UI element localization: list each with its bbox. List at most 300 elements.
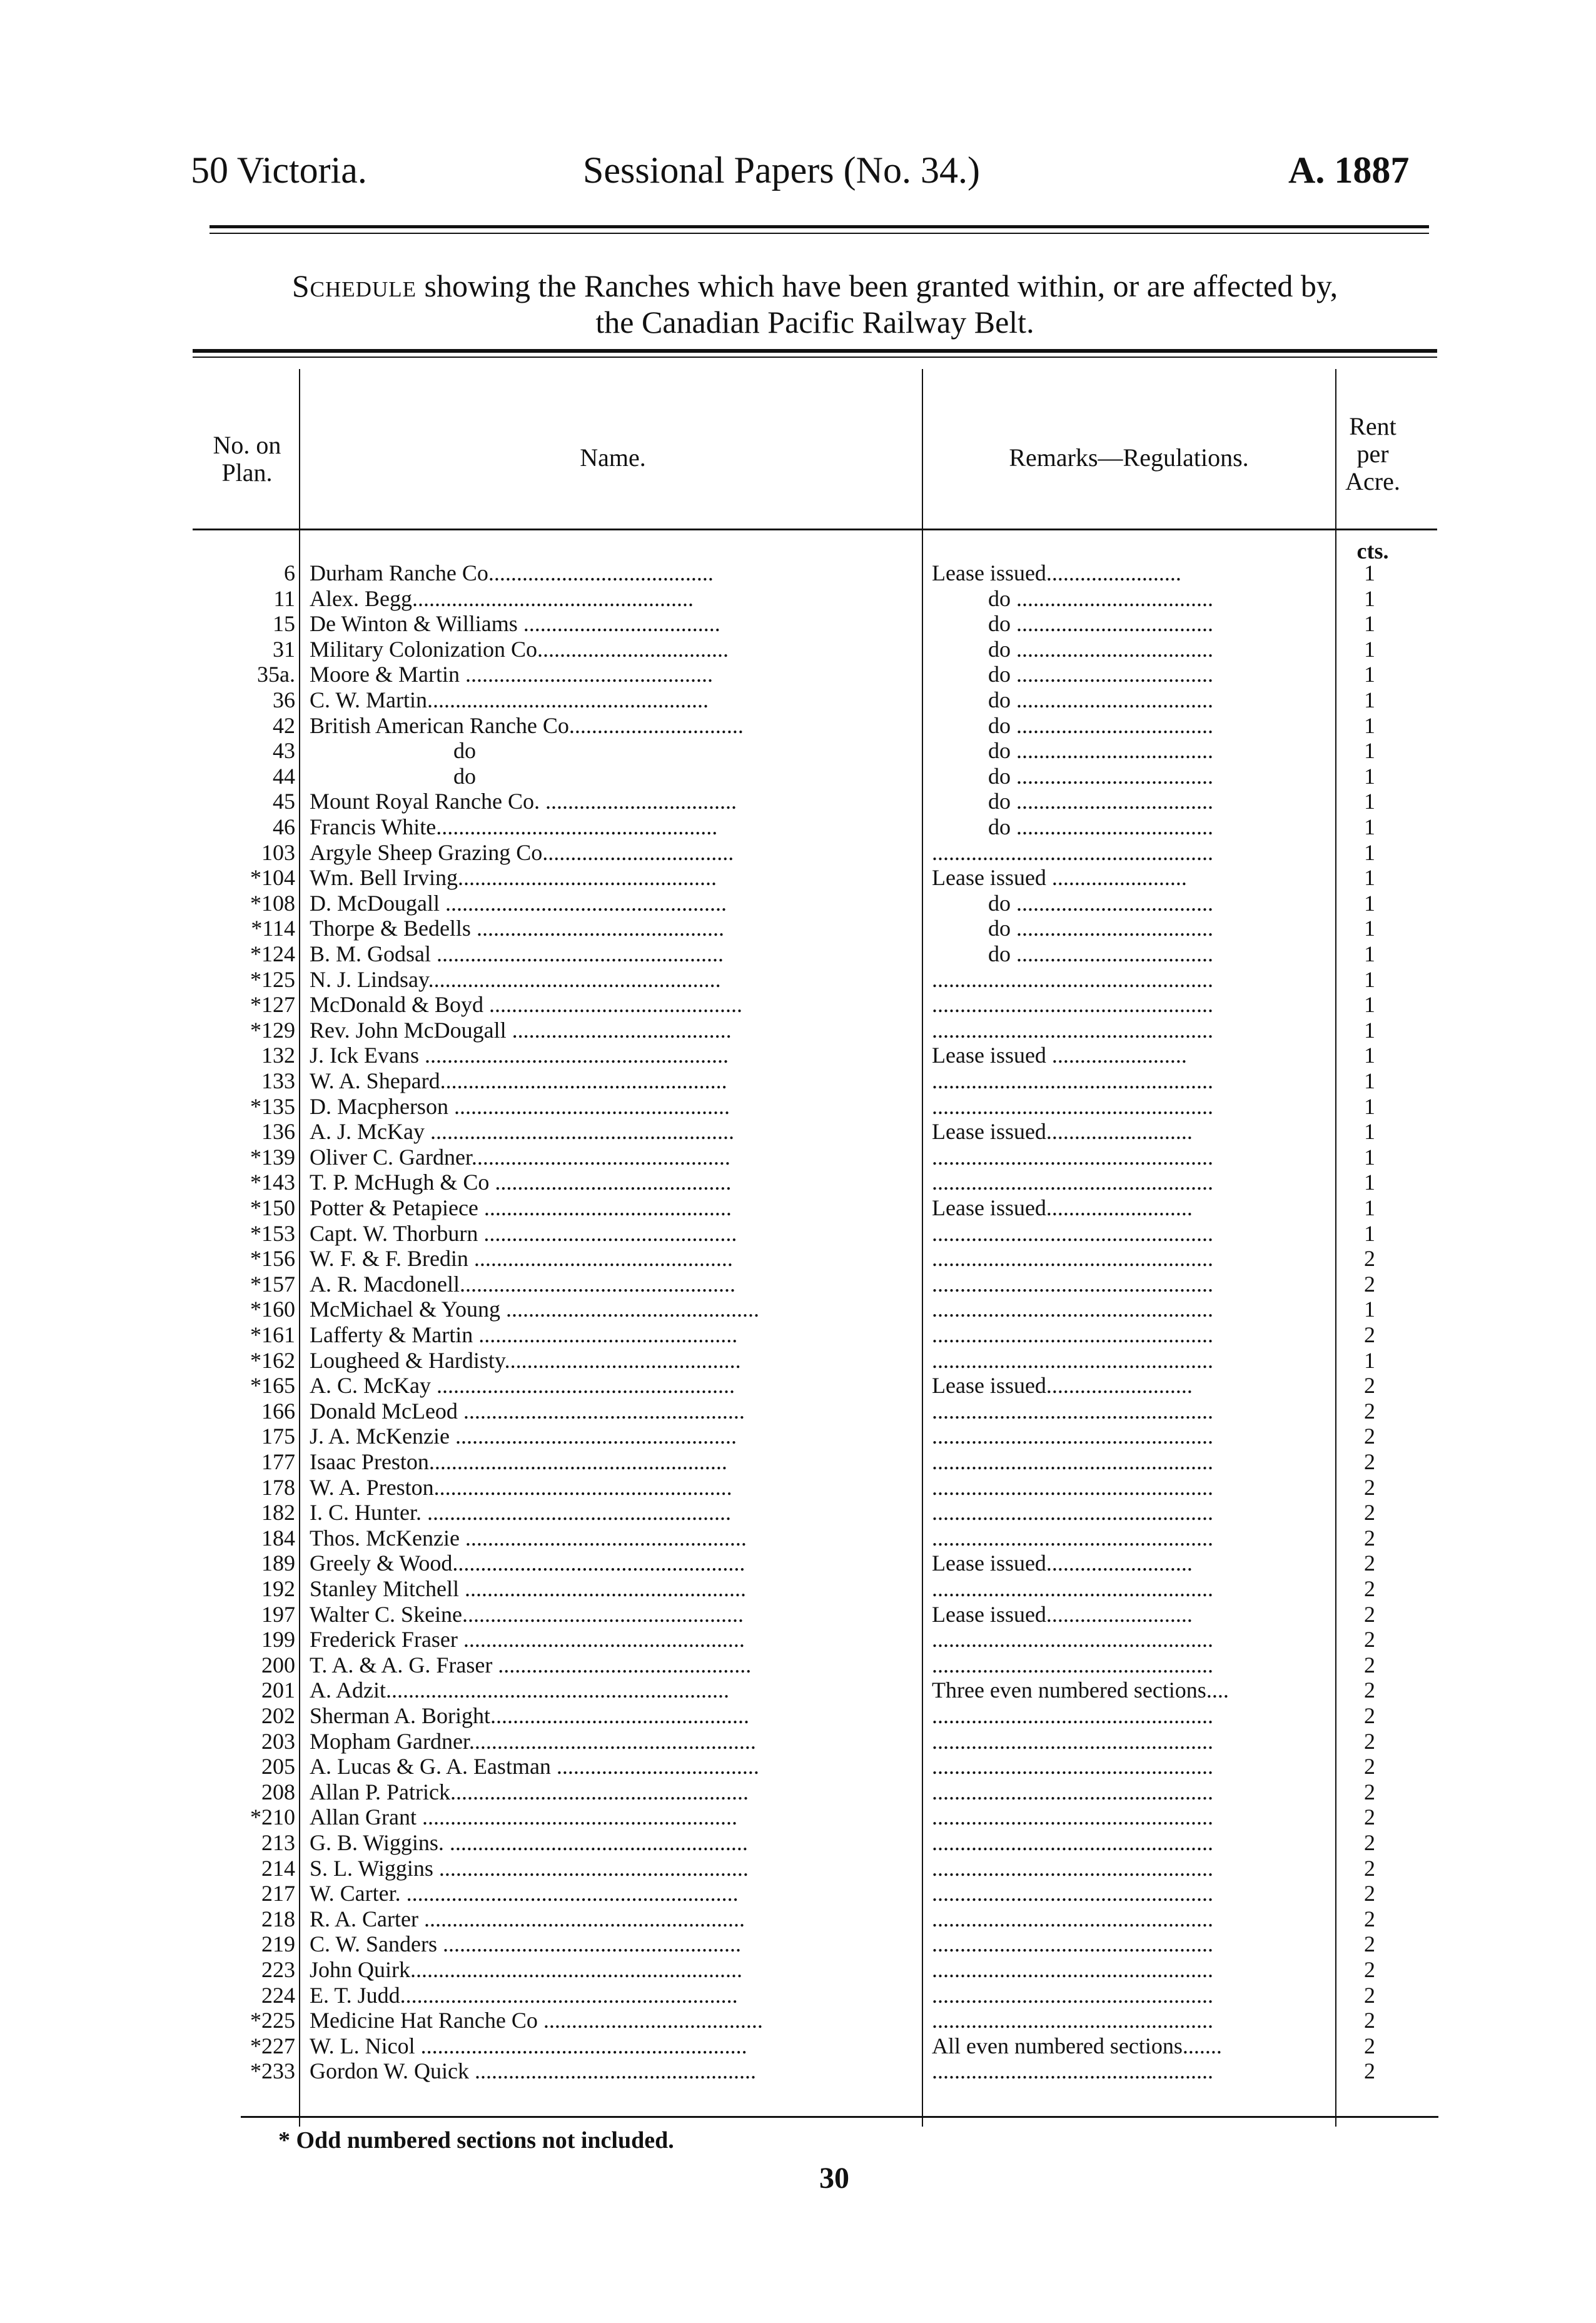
remarks: .................................................. bbox=[932, 2008, 1213, 2033]
ranch-name: Thos. McKenzie .................................................. bbox=[310, 1525, 747, 1551]
table-row bbox=[0, 1678, 1596, 1703]
plan-number: 103 bbox=[261, 839, 295, 865]
ranch-name: Allan P. Patrick..................................................... bbox=[310, 1779, 749, 1804]
ranch-name: S. L. Wiggins ....................................................... bbox=[310, 1855, 749, 1881]
plan-number: 192 bbox=[261, 1576, 295, 1601]
ranch-name: British American Ranche Co............................... bbox=[310, 712, 744, 738]
table-row bbox=[0, 1068, 1596, 1093]
remarks: .................................................. bbox=[932, 1627, 1213, 1652]
rent-value: 2 bbox=[1364, 1881, 1375, 1906]
plan-number: 184 bbox=[261, 1525, 295, 1551]
remarks: .................................................. bbox=[932, 1906, 1213, 1931]
rent-value: 1 bbox=[1364, 1119, 1375, 1145]
ranch-name: B. M. Godsal ................................................... bbox=[310, 941, 724, 966]
plan-number: *161 bbox=[250, 1322, 295, 1347]
column-header-name: Name. bbox=[580, 443, 646, 472]
ranch-name: Gordon W. Quick .................................................. bbox=[310, 2058, 756, 2084]
table-row bbox=[0, 1399, 1596, 1424]
rent-value: 2 bbox=[1364, 2033, 1375, 2058]
header-title: Sessional Papers (No. 34.) bbox=[583, 149, 980, 191]
table-row bbox=[0, 738, 1596, 763]
ranch-name: McMichael & Young ............................................. bbox=[310, 1297, 759, 1322]
ranch-name: C. W. Martin.................................................. bbox=[310, 687, 709, 712]
plan-number: *129 bbox=[250, 1017, 295, 1043]
remarks: do ................................... bbox=[988, 814, 1213, 839]
ranch-name: Greely & Wood.................................................... bbox=[310, 1551, 745, 1576]
ranch-name: Frederick Fraser .................................................. bbox=[310, 1627, 745, 1652]
remarks: .................................................. bbox=[932, 1068, 1213, 1093]
rent-value: 1 bbox=[1364, 687, 1375, 712]
rent-value: 1 bbox=[1364, 916, 1375, 941]
rent-value: 1 bbox=[1364, 611, 1375, 637]
ranch-name: W. L. Nicol .......................................................... bbox=[310, 2033, 747, 2058]
rent-value: 1 bbox=[1364, 1093, 1375, 1119]
plan-number: 136 bbox=[261, 1119, 295, 1145]
remarks: Lease issued.......................... bbox=[932, 1551, 1193, 1576]
remarks: .................................................. bbox=[932, 1017, 1213, 1043]
remarks: .................................................. bbox=[932, 1830, 1213, 1855]
table-row bbox=[0, 1246, 1596, 1271]
remarks: .................................................. bbox=[932, 992, 1213, 1018]
remarks: do ................................... bbox=[988, 890, 1213, 916]
header-session: 50 Victoria. bbox=[191, 149, 367, 191]
ranch-name: J. Ick Evans ...................................................... bbox=[310, 1043, 729, 1068]
table-row bbox=[0, 967, 1596, 992]
ranch-name: Donald McLeod .................................................. bbox=[310, 1398, 745, 1424]
plan-number: 218 bbox=[261, 1906, 295, 1931]
remarks: .................................................. bbox=[932, 839, 1213, 865]
remarks: Lease issued........................ bbox=[932, 560, 1181, 585]
remarks: .................................................. bbox=[932, 1754, 1213, 1779]
plan-number: 132 bbox=[261, 1043, 295, 1068]
column-header-remarks: Remarks—Regulations. bbox=[1009, 443, 1249, 472]
rent-value: 1 bbox=[1364, 560, 1375, 585]
plan-number: *143 bbox=[250, 1170, 295, 1195]
rent-value: 1 bbox=[1364, 585, 1375, 611]
remarks: do ................................... bbox=[988, 662, 1213, 687]
rent-value: 2 bbox=[1364, 1830, 1375, 1855]
rent-value: 1 bbox=[1364, 1144, 1375, 1170]
table-row bbox=[0, 2033, 1596, 2058]
ranch-name: R. A. Carter ......................................................... bbox=[310, 1906, 745, 1931]
remarks: .................................................. bbox=[932, 1500, 1213, 1526]
table-row bbox=[0, 814, 1596, 839]
rent-value: 1 bbox=[1364, 992, 1375, 1018]
plan-number: 199 bbox=[261, 1627, 295, 1652]
remarks: do ................................... bbox=[988, 789, 1213, 814]
ranch-name: Rev. John McDougall ....................................... bbox=[310, 1017, 732, 1043]
rent-value: 2 bbox=[1364, 1449, 1375, 1474]
plan-number: 203 bbox=[261, 1728, 295, 1754]
remarks: .................................................. bbox=[932, 1652, 1213, 1678]
plan-number: *157 bbox=[250, 1271, 295, 1297]
table-row bbox=[0, 2008, 1596, 2033]
plan-number: *139 bbox=[250, 1144, 295, 1170]
ranch-name: Francis White.................................................. bbox=[310, 814, 718, 839]
remarks: .................................................. bbox=[932, 1424, 1213, 1449]
table-row bbox=[0, 1373, 1596, 1398]
rent-value: 2 bbox=[1364, 1931, 1375, 1957]
ranch-name: McDonald & Boyd ............................................. bbox=[310, 992, 742, 1018]
table-row bbox=[0, 1703, 1596, 1728]
plan-number: 208 bbox=[261, 1779, 295, 1804]
ranch-name: A. R. Macdonell................................................. bbox=[310, 1271, 735, 1297]
table-row bbox=[0, 1627, 1596, 1652]
column-header-rent: Rent per Acre. bbox=[1345, 412, 1400, 495]
remarks: do ................................... bbox=[988, 941, 1213, 966]
table-row bbox=[0, 1449, 1596, 1474]
rent-value: 1 bbox=[1364, 1220, 1375, 1246]
table-row bbox=[0, 764, 1596, 789]
plan-number: 214 bbox=[261, 1855, 295, 1881]
table-row bbox=[0, 637, 1596, 662]
ranch-name: John Quirk........................................................... bbox=[310, 1957, 742, 1982]
ranch-name: J. A. McKenzie .................................................. bbox=[310, 1424, 737, 1449]
ranch-name: Alex. Begg.................................................. bbox=[310, 585, 694, 611]
rent-value: 2 bbox=[1364, 2058, 1375, 2084]
ranch-name: do bbox=[453, 763, 476, 789]
remarks: .................................................. bbox=[932, 966, 1213, 992]
table-row bbox=[0, 1170, 1596, 1195]
ranch-name: Wm. Bell Irving.............................................. bbox=[310, 865, 717, 891]
ranch-name: Isaac Preston..................................................... bbox=[310, 1449, 727, 1474]
table-row bbox=[0, 1119, 1596, 1144]
table-row bbox=[0, 1906, 1596, 1931]
plan-number: 200 bbox=[261, 1652, 295, 1678]
plan-number: *108 bbox=[250, 890, 295, 916]
remarks: .................................................. bbox=[932, 1246, 1213, 1272]
rent-value: 2 bbox=[1364, 1804, 1375, 1830]
plan-number: 217 bbox=[261, 1881, 295, 1906]
remarks: .................................................. bbox=[932, 1931, 1213, 1957]
rent-value: 2 bbox=[1364, 1246, 1375, 1272]
plan-number: *210 bbox=[250, 1804, 295, 1830]
remarks: Lease issued.......................... bbox=[932, 1195, 1193, 1220]
table-row bbox=[0, 1094, 1596, 1119]
ranch-name: D. McDougall .................................................. bbox=[310, 890, 727, 916]
remarks: .................................................. bbox=[932, 1297, 1213, 1322]
plan-number: 11 bbox=[273, 585, 295, 611]
plan-number: *153 bbox=[250, 1220, 295, 1246]
remarks: .................................................. bbox=[932, 1271, 1213, 1297]
rent-value: 2 bbox=[1364, 1373, 1375, 1399]
rent-value: 1 bbox=[1364, 1195, 1375, 1220]
plan-number: 46 bbox=[273, 814, 295, 839]
plan-number: 189 bbox=[261, 1551, 295, 1576]
remarks: .................................................. bbox=[932, 1093, 1213, 1119]
plan-number: 35a. bbox=[257, 662, 295, 687]
ranch-name: A. Lucas & G. A. Eastman .................................... bbox=[310, 1754, 759, 1779]
remarks: do ................................... bbox=[988, 916, 1213, 941]
rent-value: 1 bbox=[1364, 763, 1375, 789]
remarks: .................................................. bbox=[932, 1525, 1213, 1551]
plan-number: 213 bbox=[261, 1830, 295, 1855]
table-row bbox=[0, 1195, 1596, 1220]
table-row bbox=[0, 1043, 1596, 1068]
rent-value: 2 bbox=[1364, 1525, 1375, 1551]
ranch-name: Mount Royal Ranche Co. .................................. bbox=[310, 789, 737, 814]
remarks: do ................................... bbox=[988, 738, 1213, 764]
ranch-name: W. Carter. ........................................................... bbox=[310, 1881, 739, 1906]
remarks: .................................................. bbox=[932, 1449, 1213, 1474]
rent-value: 1 bbox=[1364, 966, 1375, 992]
rent-value: 1 bbox=[1364, 712, 1375, 738]
ranch-name: W. A. Shepard................................................... bbox=[310, 1068, 727, 1093]
plan-number: 42 bbox=[273, 712, 295, 738]
table-row bbox=[0, 1348, 1596, 1373]
rent-value: 2 bbox=[1364, 1271, 1375, 1297]
rent-value: 1 bbox=[1364, 814, 1375, 839]
rent-unit-label: cts. bbox=[1356, 539, 1389, 564]
column-header-no: No. on Plan. bbox=[213, 431, 281, 487]
plan-number: 175 bbox=[261, 1424, 295, 1449]
plan-number: 45 bbox=[273, 789, 295, 814]
table-row bbox=[0, 1551, 1596, 1576]
plan-number: 223 bbox=[261, 1957, 295, 1982]
table-row bbox=[0, 662, 1596, 687]
rent-value: 1 bbox=[1364, 1068, 1375, 1093]
ranch-name: Moore & Martin ............................................ bbox=[310, 662, 713, 687]
footnote: * Odd numbered sections not included. bbox=[278, 2127, 674, 2153]
table-row bbox=[0, 1475, 1596, 1500]
table-row bbox=[0, 1957, 1596, 1982]
ranch-name: W. A. Preston..................................................... bbox=[310, 1474, 732, 1500]
plan-number: *125 bbox=[250, 966, 295, 992]
plan-number: *162 bbox=[250, 1347, 295, 1373]
ranch-name: D. Macpherson ................................................. bbox=[310, 1093, 730, 1119]
remarks: .................................................. bbox=[932, 1982, 1213, 2008]
table-row bbox=[0, 1754, 1596, 1779]
rent-value: 1 bbox=[1364, 865, 1375, 891]
table-row bbox=[0, 1526, 1596, 1551]
rent-value: 2 bbox=[1364, 1576, 1375, 1601]
header-year: A. 1887 bbox=[1288, 149, 1410, 191]
table-row bbox=[0, 713, 1596, 738]
ranch-name: do bbox=[453, 738, 476, 764]
rent-value: 2 bbox=[1364, 1982, 1375, 2008]
remarks: Lease issued.......................... bbox=[932, 1373, 1193, 1399]
table-row bbox=[0, 1272, 1596, 1297]
rent-value: 2 bbox=[1364, 1728, 1375, 1754]
remarks: .................................................. bbox=[932, 1804, 1213, 1830]
table-row bbox=[0, 1322, 1596, 1347]
ranch-name: I. C. Hunter. ...................................................... bbox=[310, 1500, 731, 1526]
table-row bbox=[0, 1804, 1596, 1830]
table-row bbox=[0, 1652, 1596, 1678]
rent-value: 2 bbox=[1364, 2008, 1375, 2033]
plan-number: 182 bbox=[261, 1500, 295, 1526]
plan-number: 224 bbox=[261, 1982, 295, 2008]
remarks: .................................................. bbox=[932, 1322, 1213, 1347]
remarks: Lease issued.......................... bbox=[932, 1601, 1193, 1627]
title-rest: showing the Ranches which have been granted within, or are affected by, bbox=[417, 268, 1338, 303]
page-number: 30 bbox=[819, 2162, 849, 2195]
table-row bbox=[0, 1424, 1596, 1449]
title-line-2: the Canadian Pacific Railway Belt. bbox=[595, 305, 1034, 340]
plan-number: 36 bbox=[273, 687, 295, 712]
ranch-name: T. P. McHugh & Co .......................................... bbox=[310, 1170, 732, 1195]
remarks: do ................................... bbox=[988, 611, 1213, 637]
ranch-name: Lafferty & Martin .............................................. bbox=[310, 1322, 738, 1347]
table-bottom-rule bbox=[241, 2116, 1438, 2118]
table-row bbox=[0, 1602, 1596, 1627]
plan-number: 178 bbox=[261, 1474, 295, 1500]
ranch-name: Lougheed & Hardisty.......................................... bbox=[310, 1347, 741, 1373]
rent-value: 2 bbox=[1364, 1678, 1375, 1703]
remarks: .................................................. bbox=[932, 1728, 1213, 1754]
plan-number: *150 bbox=[250, 1195, 295, 1220]
rent-value: 2 bbox=[1364, 1957, 1375, 1982]
remarks: .................................................. bbox=[932, 1703, 1213, 1728]
ranch-name: Sherman A. Boright.............................................. bbox=[310, 1703, 749, 1728]
plan-number: *165 bbox=[250, 1373, 295, 1399]
rent-value: 2 bbox=[1364, 1855, 1375, 1881]
ranch-name: A. C. McKay ..................................................... bbox=[310, 1373, 735, 1399]
rent-value: 1 bbox=[1364, 662, 1375, 687]
table-row bbox=[0, 916, 1596, 941]
rent-value: 2 bbox=[1364, 1322, 1375, 1347]
remarks: do ................................... bbox=[988, 585, 1213, 611]
ranch-name: Military Colonization Co.................................. bbox=[310, 636, 729, 662]
plan-number: 177 bbox=[261, 1449, 295, 1474]
ranch-name: A. J. McKay ...................................................... bbox=[310, 1119, 734, 1145]
ranch-name: Mopham Gardner................................................... bbox=[310, 1728, 756, 1754]
remarks: .................................................. bbox=[932, 1855, 1213, 1881]
table-row bbox=[0, 1931, 1596, 1956]
table-row bbox=[0, 1500, 1596, 1525]
rent-value: 2 bbox=[1364, 1779, 1375, 1804]
table-row bbox=[0, 586, 1596, 611]
rent-value: 1 bbox=[1364, 738, 1375, 764]
table-row bbox=[0, 1576, 1596, 1601]
plan-number: *104 bbox=[250, 865, 295, 891]
plan-number: *233 bbox=[250, 2058, 295, 2084]
remarks: .................................................. bbox=[932, 2058, 1213, 2084]
rent-value: 2 bbox=[1364, 1627, 1375, 1652]
plan-number: 202 bbox=[261, 1703, 295, 1728]
ranch-name: W. F. & F. Bredin .............................................. bbox=[310, 1246, 733, 1272]
ranch-name: Argyle Sheep Grazing Co.................................. bbox=[310, 839, 734, 865]
rent-value: 1 bbox=[1364, 1347, 1375, 1373]
rent-value: 1 bbox=[1364, 789, 1375, 814]
ranch-name: E. T. Judd............................................................ bbox=[310, 1982, 738, 2008]
plan-number: 43 bbox=[273, 738, 295, 764]
table-row bbox=[0, 1729, 1596, 1754]
plan-number: 201 bbox=[261, 1678, 295, 1703]
table-row bbox=[0, 1983, 1596, 2008]
table-row bbox=[0, 560, 1596, 585]
table-row bbox=[0, 941, 1596, 966]
table-row bbox=[0, 1221, 1596, 1246]
table-row bbox=[0, 840, 1596, 865]
table-row bbox=[0, 1881, 1596, 1906]
ranch-name: Walter C. Skeine.................................................. bbox=[310, 1601, 744, 1627]
ranch-name: T. A. & A. G. Fraser ............................................. bbox=[310, 1652, 752, 1678]
remarks: .................................................. bbox=[932, 1576, 1213, 1601]
ranch-name: Thorpe & Bedells ............................................ bbox=[310, 916, 724, 941]
ranch-name: Stanley Mitchell .................................................. bbox=[310, 1576, 746, 1601]
plan-number: *135 bbox=[250, 1093, 295, 1119]
table-row bbox=[0, 687, 1596, 712]
rent-value: 1 bbox=[1364, 1043, 1375, 1068]
rent-value: 1 bbox=[1364, 636, 1375, 662]
ranch-name: Medicine Hat Ranche Co ....................................... bbox=[310, 2008, 763, 2033]
rent-value: 1 bbox=[1364, 890, 1375, 916]
remarks: .................................................. bbox=[932, 1144, 1213, 1170]
table-row bbox=[0, 1830, 1596, 1855]
plan-number: 219 bbox=[261, 1931, 295, 1957]
ranch-name: C. W. Sanders ..................................................... bbox=[310, 1931, 742, 1957]
plan-number: 133 bbox=[261, 1068, 295, 1093]
ranch-name: Potter & Petapiece ............................................ bbox=[310, 1195, 732, 1220]
plan-number: 6 bbox=[284, 560, 295, 585]
remarks: All even numbered sections....... bbox=[932, 2033, 1222, 2058]
remarks: .................................................. bbox=[932, 1474, 1213, 1500]
ranch-name: Durham Ranche Co........................................ bbox=[310, 560, 714, 585]
rent-value: 2 bbox=[1364, 1500, 1375, 1526]
rent-value: 2 bbox=[1364, 1601, 1375, 1627]
remarks: .................................................. bbox=[932, 1779, 1213, 1804]
rent-value: 2 bbox=[1364, 1906, 1375, 1931]
remarks: do ................................... bbox=[988, 687, 1213, 712]
remarks: .................................................. bbox=[932, 1398, 1213, 1424]
remarks: Lease issued ........................ bbox=[932, 865, 1187, 891]
ranch-name: G. B. Wiggins. ..................................................... bbox=[310, 1830, 748, 1855]
rent-value: 2 bbox=[1364, 1703, 1375, 1728]
plan-number: *156 bbox=[250, 1246, 295, 1272]
plan-number: 31 bbox=[273, 636, 295, 662]
table-row bbox=[0, 1856, 1596, 1881]
table-row bbox=[0, 1145, 1596, 1170]
table-row bbox=[0, 865, 1596, 890]
table-row bbox=[0, 1018, 1596, 1043]
table-row bbox=[0, 1297, 1596, 1322]
remarks: do ................................... bbox=[988, 712, 1213, 738]
rent-value: 2 bbox=[1364, 1424, 1375, 1449]
table-row bbox=[0, 2058, 1596, 2083]
plan-number: *124 bbox=[250, 941, 295, 966]
rent-value: 1 bbox=[1364, 1017, 1375, 1043]
ranch-name: Capt. W. Thorburn ............................................. bbox=[310, 1220, 737, 1246]
plan-number: *225 bbox=[250, 2008, 295, 2033]
remarks: Lease issued ........................ bbox=[932, 1043, 1187, 1068]
rent-value: 1 bbox=[1364, 839, 1375, 865]
table-row bbox=[0, 992, 1596, 1017]
ranch-name: A. Adzit............................................................. bbox=[310, 1678, 729, 1703]
rent-value: 1 bbox=[1364, 1170, 1375, 1195]
remarks: do ................................... bbox=[988, 636, 1213, 662]
rent-value: 2 bbox=[1364, 1551, 1375, 1576]
rent-value: 2 bbox=[1364, 1652, 1375, 1678]
remarks: .................................................. bbox=[932, 1220, 1213, 1246]
rent-value: 1 bbox=[1364, 941, 1375, 966]
plan-number: *227 bbox=[250, 2033, 295, 2058]
rent-value: 1 bbox=[1364, 1297, 1375, 1322]
plan-number: *160 bbox=[250, 1297, 295, 1322]
ranch-name: Allan Grant ........................................................ bbox=[310, 1804, 737, 1830]
remarks: .................................................. bbox=[932, 1347, 1213, 1373]
plan-number: 205 bbox=[261, 1754, 295, 1779]
remarks: do ................................... bbox=[988, 763, 1213, 789]
table-row bbox=[0, 611, 1596, 636]
plan-number: *127 bbox=[250, 992, 295, 1018]
remarks: .................................................. bbox=[932, 1170, 1213, 1195]
ranch-name: Oliver C. Gardner.............................................. bbox=[310, 1144, 730, 1170]
remarks: Three even numbered sections.... bbox=[932, 1678, 1229, 1703]
rent-value: 2 bbox=[1364, 1398, 1375, 1424]
plan-number: 44 bbox=[273, 763, 295, 789]
table-row bbox=[0, 789, 1596, 814]
